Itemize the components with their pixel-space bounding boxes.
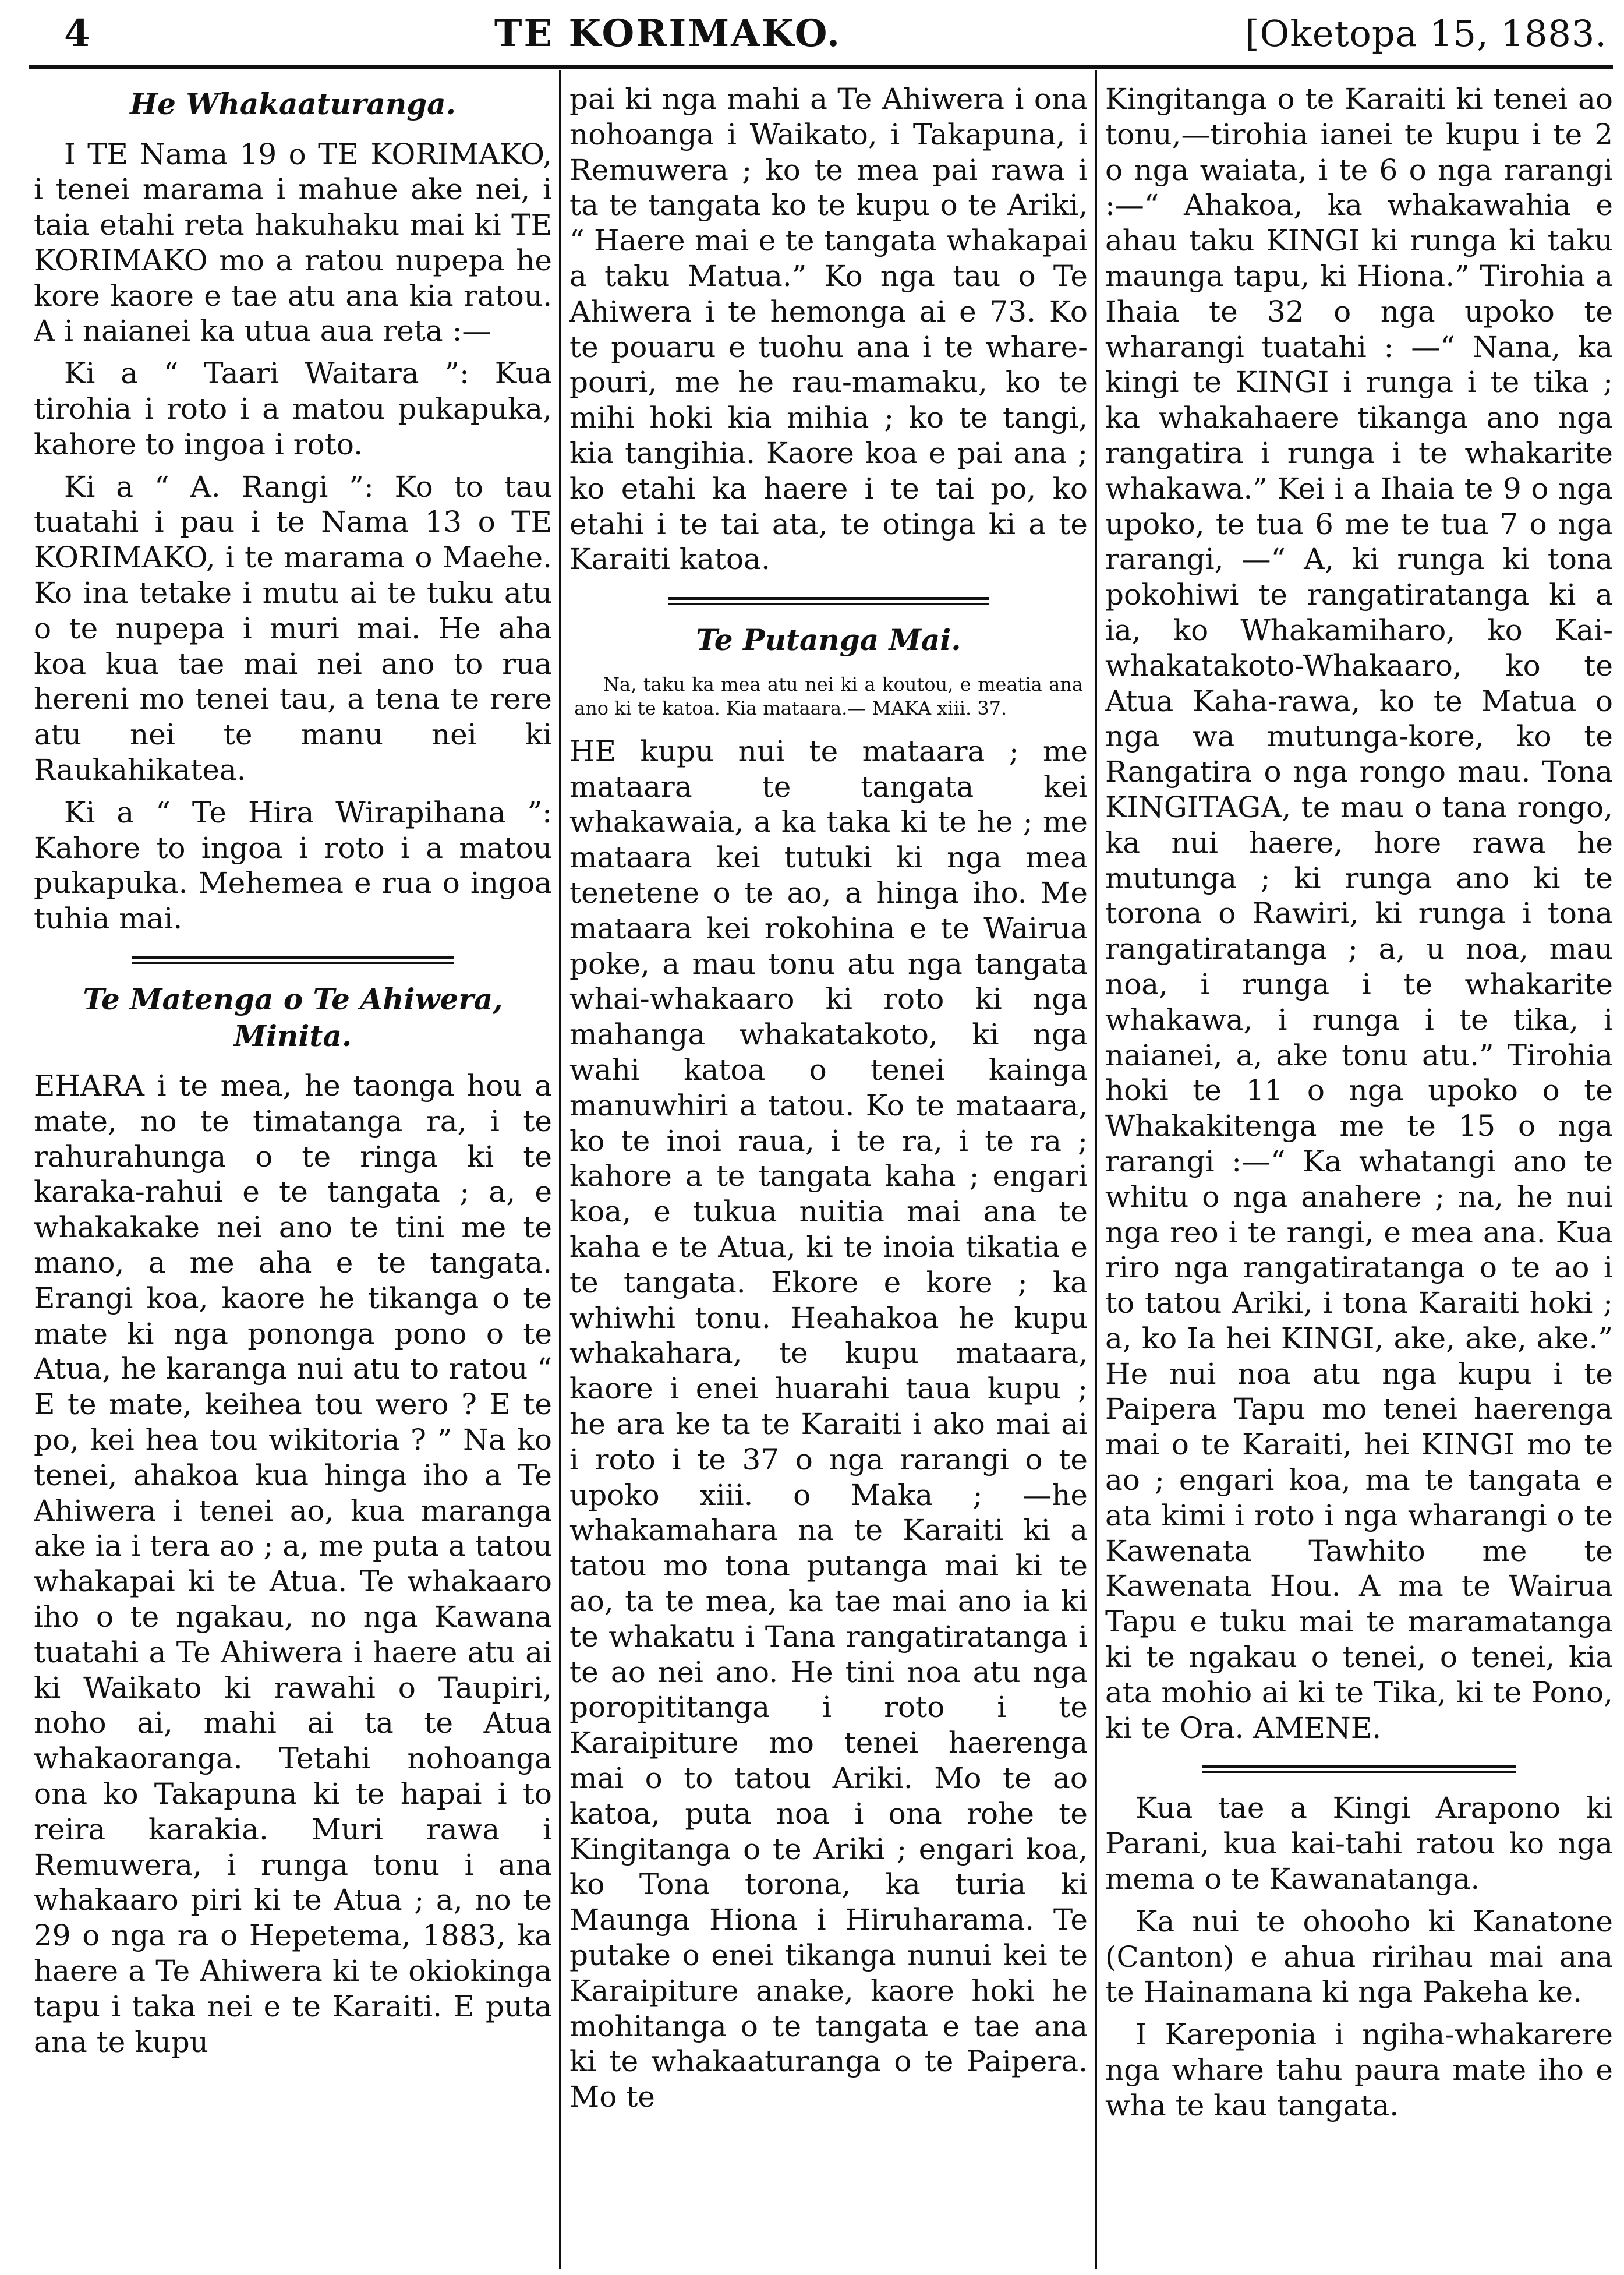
issue-date: [Oketopa 15, 1883.	[1245, 12, 1607, 55]
paragraph: pai ki nga mahi a Te Ahiwera i ona nohoanga i Waikato, i Takapuna, i Remuwera ; ko te mea pai rawa i ta te tangata ko te kupu o te Ariki, “ Haere mai e te tangata whakapai a taku Matua.” Ko nga tau o Te Ahiwera i te hemonga ai e 73. Ko te pouaru e tuohu ana i te whare-pouri, me he rau-mamaku, ko te mihi hoki kia mihia ; ko te tangi, kia tangihia. Kaore koa e pai ana ; ko etahi ka haere i te tai po, ko etahi i te tai ata, te otinga ki a te Karaiti katoa.	[569, 82, 1088, 577]
page-number: 4	[64, 12, 91, 55]
column-2	[569, 82, 1088, 2263]
scripture-epigraph: Na, taku ka mea atu nei ki a koutou, e meatia ana ano ki te katoa. Kia mataara.— MAKA xiii. 37.	[574, 673, 1083, 720]
paragraph: Ki a “ Te Hira Wirapihana ”: Kahore to ingoa i roto i a matou pukapuka. Mehemea e rua o ingoa tuhia mai.	[34, 795, 552, 936]
news-item: Kua tae a Kingi Arapono ki Parani, kua kai-tahi ratou ko nga mema o te Kawanatanga.	[1105, 1791, 1613, 1896]
news-item: I Kareponia i ngiha-whakarere nga whare tahu paura mate iho e wha te kau tangata.	[1105, 2018, 1613, 2122]
paragraph: I TE Nama 19 o TE KORIMAKO, i tenei marama i mahue ake nei, i taia etahi reta hakuhaku mai ki TE KORIMAKO mo a ratou nupepa he kore kaore e tae atu ana kia ratou. A i naianei ka utua aua reta :—	[34, 137, 552, 348]
paragraph: Ki a “ Taari Waitara ”: Kua tirohia i roto i a matou pukapuka, kahore to ingoa i roto.	[34, 356, 552, 461]
paragraph: Kingitanga o te Karaiti ki tenei ao tonu,—tirohia ianei te kupu i te 2 o nga waiata, i te 6 o nga rarangi :—“ Ahakoa, ka whakawahia e ahau taku KINGI ki runga ki taku maunga tapu, ki Hiona.” Tirohia a Ihaia te 32 o nga upoko te wharangi tuatahi : —“ Nana, ka kingi te KINGI i runga i te tika ; ka whakahaere tikanga ano nga rangatira i runga i te whakarite whakawa.” Kei i a Ihaia te 9 o nga upoko, te tua 6 me te tua 7 o nga rarangi, —“ A, ki runga ki tona pokohiwi te rangatiratanga ki a ia, ko Whakamiharo, ko Kai-whakatakoto-Whakaaro, ko te Atua Kaha-rawa, ko te Matua o nga wa mutunga-kore, ko te Rangatira o nga rongo mau. Tona KINGITAGA, te mau o tana rongo, ka nui haere, hore rawa he mutunga ; ki runga ano ki te torona o Rawiri, ki runga i tona rangatiratanga ; a, u noa, mau noa, i runga i te whakarite whakawa, i runga i te tika, i naianei, a, ake tonu atu.” Tirohia hoki te 11 o nga upoko o te Whakakitenga me te 15 o nga rarangi :—“ Ka whatangi ano te whitu o nga anahere ; na, he nui nga reo i te rangi, e mea ana. Kua riro nga rangatiratanga o te ao i to tatou Ariki, i tona Karaiti hoki ; a, ko Ia hei KINGI, ake, ake, ake.” He nui noa atu nga kupu i te Paipera Tapu mo tenei haerenga mai o te Karaiti, hei KINGI mo te ao ; engari koa, ma te tangata e ata kimi i roto i nga wharangi o te Kawenata Tawhito me te Kawenata Hou. A ma te Wairua Tapu e tuku mai te maramatanga ki te ngakau o tenei, o tenei, kia ata mohio ai ki te Tika, ki te Pono, ki te Ora. AMENE.	[1105, 82, 1613, 1745]
column-3	[1105, 82, 1613, 2263]
news-item: Ka nui te ohooho ki Kanatone (Canton) e ahua ririhau mai ana te Hainamana ki nga Pakeha ke.	[1105, 1904, 1613, 2009]
column-1	[34, 82, 552, 2263]
article-heading-second-coming: Te Putanga Mai.	[696, 623, 961, 658]
section-divider	[1202, 1765, 1517, 1773]
article-heading-obituary: Te Matenga o Te Ahiwera, Minita.	[83, 982, 503, 1053]
masthead	[29, 6, 1613, 61]
newspaper-title: TE KORIMAKO.	[494, 12, 841, 55]
section-divider	[668, 597, 989, 605]
paragraph: Ki a “ A. Rangi ”: Ko to tau tuatahi i pau i te Nama 13 o TE KORIMAKO, i te marama o Maehe. Ko ina tetake i mutu ai te tuku atu o te nupepa i muri mai. He aha koa kua tae mai nei ano to rua hereni mo tenei tau, a tena te rere atu nei te manu nei ki Raukahikatea.	[34, 469, 552, 787]
column-divider-2	[1095, 70, 1097, 2269]
article-heading-notices: He Whakaaturanga.	[129, 87, 457, 121]
paragraph: HE kupu nui te mataara ; me mataara te tangata kei whakawaia, a ka taka ki te he ; me mataara kei tutuki ki nga mea tenetene o te ao, a hinga iho. Me mataara kei rokohina e te Wairua poke, a mau tonu atu nga tangata whai-whakaaro ki roto ki nga mahanga whakatakoto, ki nga wahi katoa o tenei kainga manuwhiri a tatou. Ko te mataara, ko te inoi raua, i te ra, i te ra ; kahore a te tangata kaha ; engari koa, e tukua nuitia mai ana te kaha e te Atua, ki te inoia tikatia e te tangata. Ekore e kore ; ka whiwhi tonu. Heahakoa he kupu whakahara, te kupu mataara, kaore i enei huarahi taua kupu ; he ara ke ta te Karaiti i ako mai ai i roto i te 37 o nga rarangi o te upoko xiii. o Maka ; —he whakamahara na te Karaiti ki a tatou mo tona putanga mai ki te ao, ta te mea, ka tae mai ano ia ki te whakatu i Tana rangatiratanga i te ao nei ano. He tini noa atu nga poropititanga i roto i te Karaipiture mo tenei haerenga mai o to tatou Ariki. Mo te ao katoa, puta noa i ona rohe te Kingitanga o te Ariki ; engari koa, ko Tona torona, ka turia ki Maunga Hiona i Hiruharama. Te putake o enei tikanga nunui kei te Karaipiture anake, kaore hoki he mohitanga o te tangata e tae ana ki te whakaaturanga o te Paipera. Mo te	[569, 734, 1088, 2114]
section-divider	[132, 956, 454, 964]
header-rule	[29, 65, 1613, 69]
paragraph: EHARA i te mea, he taonga hou a mate, no te timatanga ra, i te rahurahunga o te ringa ki te karaka-rahui e te tangata ; a, e whakakake nei ano te tini me te mano, a me aha e te tangata. Erangi koa, kaore he tikanga o te mate ki nga pononga pono o te Atua, he karanga nui atu to ratou “ E te mate, keihea tou wero ? E te po, kei hea tou wikitoria ? ” Na ko tenei, ahakoa kua hinga iho a Te Ahiwera i tenei ao, kua maranga ake ia i tera ao ; a, me puta a tatou whakapai ki te Atua. Te whakaaro iho o te ngakau, no nga Kawana tuatahi a Te Ahiwera i haere atu ai ki Waikato ki rawahi o Taupiri, noho ai, mahi ai ta te Atua whakaoranga. Tetahi nohoanga ona ko Takapuna ki te hapai i to reira karakia. Muri rawa i Remuwera, i runga tonu i ana whakaaro piri ki te Atua ; a, no te 29 o nga ra o Hepetema, 1883, ka haere a Te Ahiwera ki te okiokinga tapu i taka nei e te Karaiti. E puta ana te kupu	[34, 1069, 552, 2059]
column-divider-1	[559, 70, 561, 2269]
